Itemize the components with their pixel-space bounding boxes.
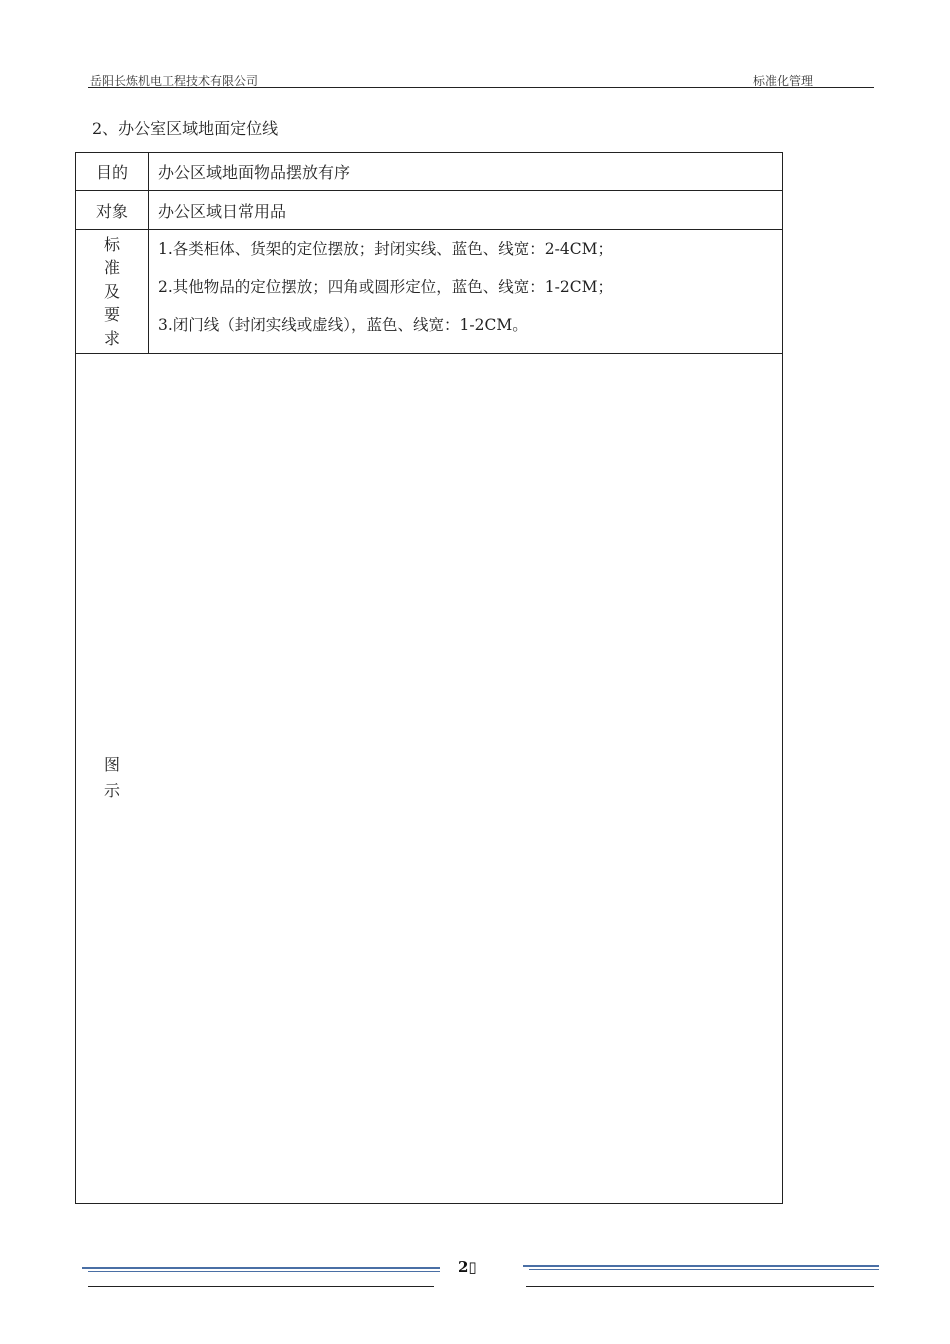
- requirements-label-char: 及: [103, 281, 120, 301]
- requirements-label-char: 标: [103, 234, 120, 254]
- table-row-purpose: [76, 153, 783, 191]
- purpose-label: 目的: [76, 153, 149, 191]
- object-label: 对象: [76, 191, 149, 230]
- illustration-label-char: 图: [103, 755, 120, 774]
- requirements-label-char: 求: [103, 328, 120, 348]
- page-number: 2▯: [458, 1258, 477, 1276]
- requirements-label-char: 准: [103, 258, 120, 278]
- footer-rule-right-top: [523, 1265, 879, 1267]
- footer-rule-left-top: [82, 1267, 440, 1269]
- header-document-type: 标准化管理: [753, 74, 814, 88]
- requirements-label-char: 要: [103, 305, 120, 325]
- standard-table: [75, 152, 783, 1204]
- requirement-item: 2.其他物品的定位摆放；四角或圆形定位，蓝色、线宽：1-2CM；: [158, 278, 613, 296]
- object-value: 办公区域日常用品: [149, 191, 783, 230]
- footer-rule-left-bottom: [88, 1286, 434, 1287]
- illustration-cell: [76, 354, 783, 1204]
- footer-rule-left-mid: [88, 1271, 440, 1272]
- purpose-value: 办公区域地面物品摆放有序: [149, 153, 783, 191]
- table-row-object: [76, 191, 783, 230]
- section-title: 2、办公室区域地面定位线: [92, 119, 279, 138]
- requirements-label: [76, 230, 149, 354]
- header-company-name: 岳阳长炼机电工程技术有限公司: [90, 74, 259, 88]
- table-row-requirements: [76, 230, 783, 354]
- illustration-label: [76, 752, 148, 804]
- requirement-item: 3.闭门线（封闭实线或虚线），蓝色、线宽：1-2CM。: [158, 316, 528, 334]
- illustration-label-char: 示: [103, 781, 120, 800]
- table-row-illustration: [76, 354, 783, 1204]
- requirement-item: 1.各类柜体、货架的定位摆放；封闭实线、蓝色、线宽：2-4CM；: [158, 240, 613, 258]
- footer-rule-right-mid: [529, 1269, 879, 1270]
- footer-rule-right-bottom: [526, 1286, 874, 1287]
- requirements-content: [149, 230, 783, 354]
- header-divider: [88, 87, 874, 88]
